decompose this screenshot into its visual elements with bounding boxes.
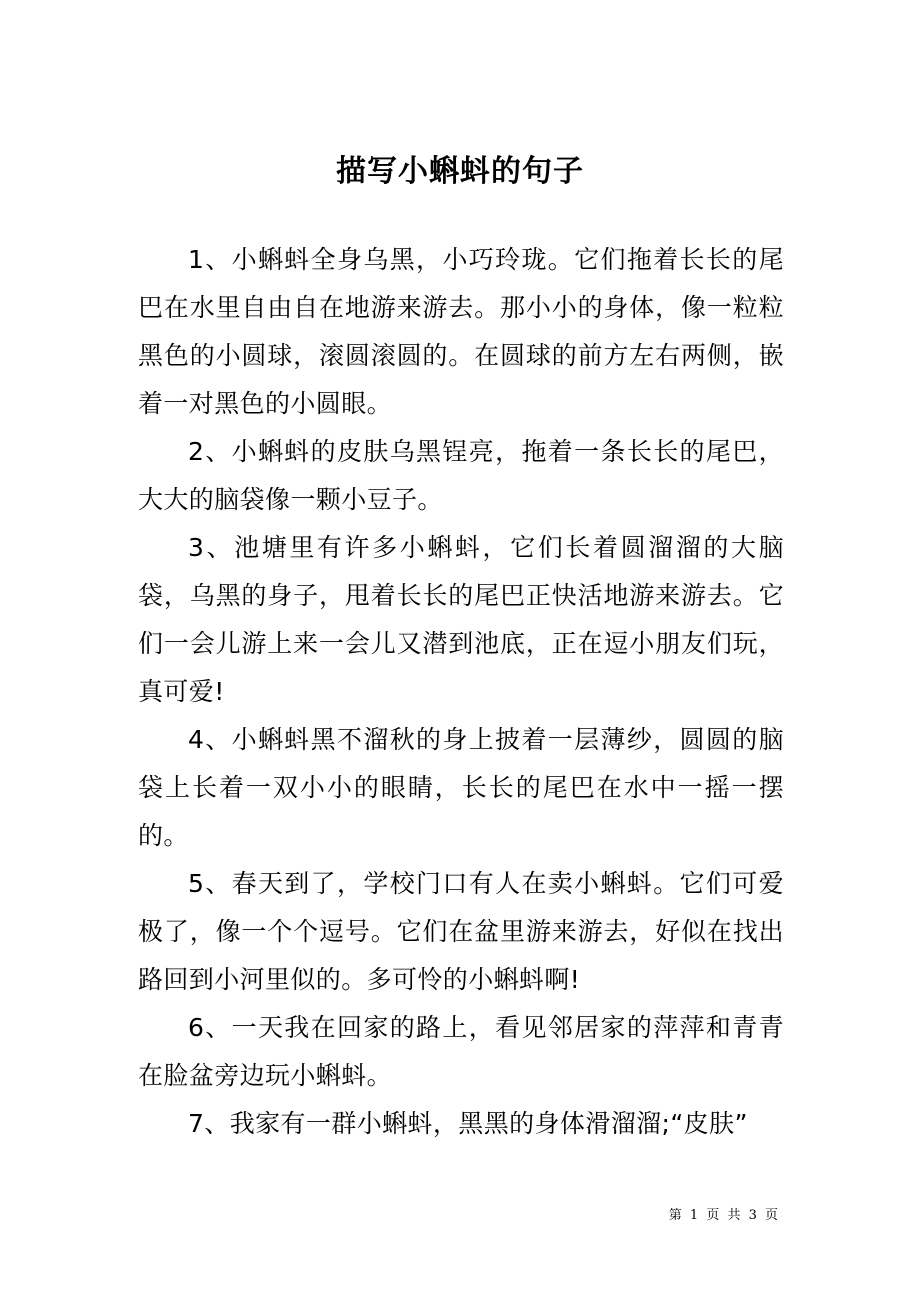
paragraph-3: 3、池塘里有许多小蝌蚪，它们长着圆溜溜的大脑袋，乌黑的身子，甩着长长的尾巴正快活地游来游去。它们一会儿游上来一会儿又潜到池底，正在逗小朋友们玩，真可爱! xyxy=(138,533,784,706)
paragraph-4: 4、小蝌蚪黑不溜秋的身上披着一层薄纱，圆圆的脑袋上长着一双小小的眼睛，长长的尾巴在水中一摇一摆的。 xyxy=(138,725,784,850)
page-number-footer: 第 1 页 共 3 页 xyxy=(668,1208,780,1223)
paragraph-7: 7、我家有一群小蝌蚪，黑黑的身体滑溜溜;“皮肤” xyxy=(188,1109,748,1138)
document-body xyxy=(138,236,784,1148)
paragraph-2: 2、小蝌蚪的皮肤乌黑锃亮，拖着一条长长的尾巴，大大的脑袋像一颗小豆子。 xyxy=(138,437,784,514)
paragraph-1: 1、小蝌蚪全身乌黑，小巧玲珑。它们拖着长长的尾巴在水里自由自在地游来游去。那小小的身体，像一粒粒黑色的小圆球，滚圆滚圆的。在圆球的前方左右两侧，嵌着一对黑色的小圆眼。 xyxy=(138,245,784,418)
paragraph-6: 6、一天我在回家的路上，看见邻居家的萍萍和青青在脸盆旁边玩小蝌蚪。 xyxy=(138,1013,784,1090)
paragraph-5: 5、春天到了，学校门口有人在卖小蝌蚪。它们可爱极了，像一个个逗号。它们在盆里游来游去，好似在找出路回到小河里似的。多可怜的小蝌蚪啊! xyxy=(138,869,784,994)
document-title: 描写小蝌蚪的句子 xyxy=(336,154,584,190)
